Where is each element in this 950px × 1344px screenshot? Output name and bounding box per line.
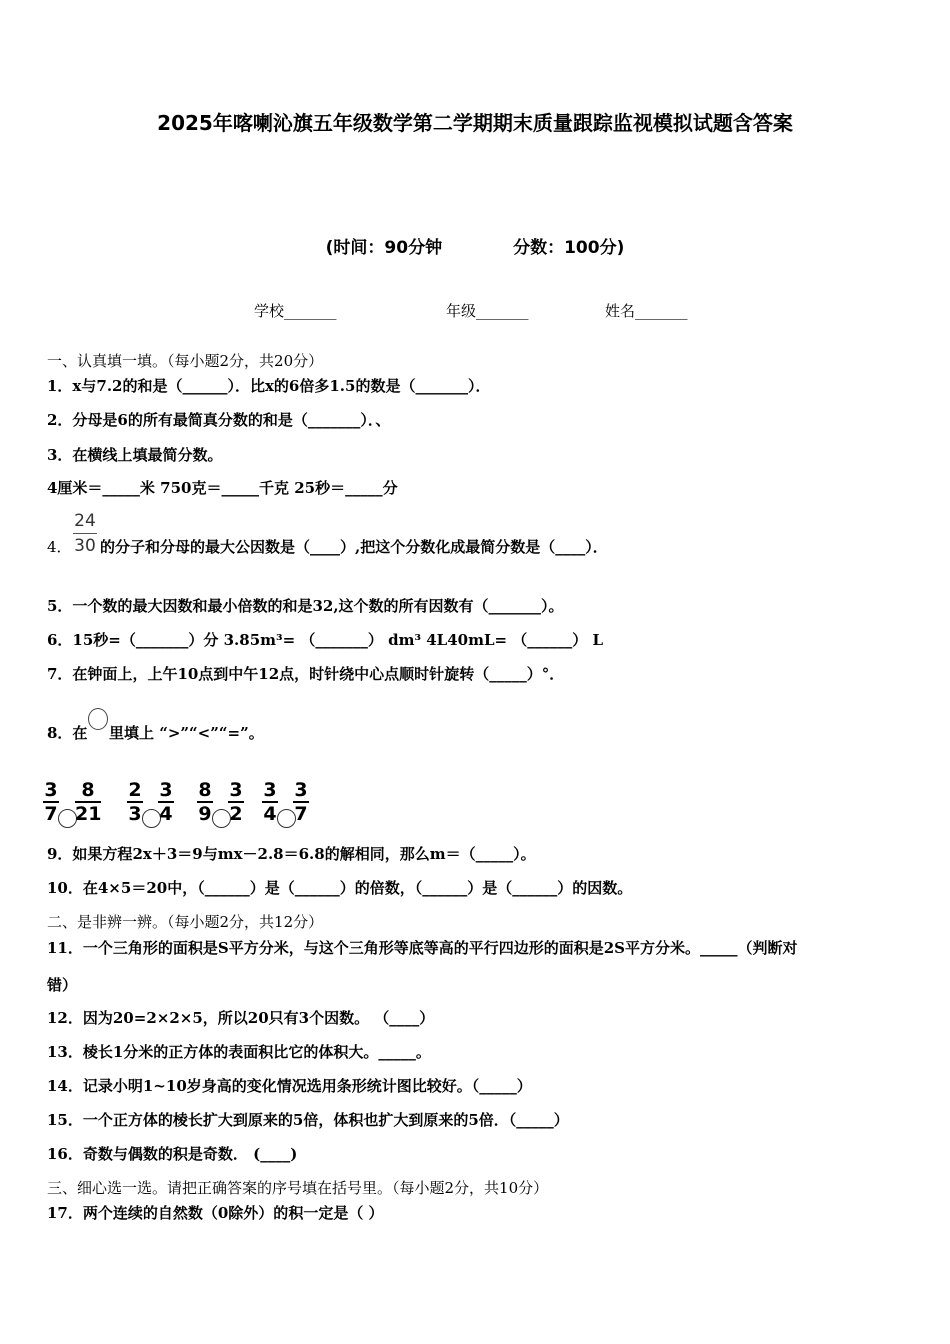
question-7: 7．在钟面上，上午10点到中午12点，时针绕中心点顺时针旋转（_____）°． [47,665,565,683]
question-4: 的分子和分母的最大公因数是（____）,把这个分数化成最简分数是（____）． [100,538,608,556]
question-3: 3．在横线上填最简分数。 [47,446,223,464]
fraction-3-7: 3 7 [44,779,58,825]
grade-field: 年级_______ [446,302,529,320]
question-2: 2．分母是6的所有最简真分数的和是（_______）．、 [47,411,391,429]
question-17: 17．两个连续的自然数（0除外）的积一定是（ ） [47,1204,384,1222]
time-score-line: (时间：90分钟 分数：100分) [325,238,625,258]
question-4-number: 4． [47,538,72,556]
question-15: 15．一个正方体的棱长扩大到原来的5倍，体积也扩大到原来的5倍．（_____） [47,1111,569,1129]
question-1: 1．x与7.2的和是（______）．比x的6倍多1.5的数是（_______）． [47,377,491,395]
fraction-denominator: 30 [74,536,96,556]
question-10: 10．在4×5＝20中，（______）是（______）的倍数，（______）是（______）的因数。 [47,879,633,897]
fraction-2-3: 2 3 [128,779,142,825]
question-3-blanks: 4厘米＝_____米 750克＝_____千克 25秒＝_____分 [47,479,398,497]
fraction-24-30 [73,511,97,556]
question-12: 12．因为20=2×2×5，所以20只有3个因数。 （____） [47,1009,435,1027]
school-field: 学校_______ [254,302,337,320]
fraction-8-9: 8 9 [198,779,212,825]
question-8: 里填上 “>”“<”“=”。 [109,724,264,742]
document-title: 2025年喀喇沁旗五年级数学第二学期期末质量跟踪监视模拟试题含答案 [157,111,793,135]
fraction-3-7b: 3 7 [294,779,308,825]
question-9: 9．如果方程2x＋3＝9与mx－2.8＝6.8的解相同，那么m＝（_____）。 [47,845,536,863]
question-5: 5．一个数的最大因数和最小倍数的和是32,这个数的所有因数有（_______）。 [47,597,564,615]
fraction-3-4b: 3 4 [263,779,277,825]
section-3-heading: 三、细心选一选。请把正确答案的序号填在括号里。（每小题2分，共10分） [47,1179,549,1197]
question-11: 11．一个三角形的面积是S平方分米，与这个三角形等底等高的平行四边形的面积是2S平方分米。_____（判断对 [47,939,798,957]
name-field: 姓名_______ [605,302,688,320]
question-14: 14．记录小明1~10岁身高的变化情况选用条形统计图比较好。（_____） [47,1077,532,1095]
fraction-numerator: 24 [74,511,96,531]
question-6: 6．15秒=（_______）分 3.85m³= （_______） dm³ 4L40mL= （______） L [47,631,604,649]
question-13: 13．棱长1分米的正方体的表面积比它的体积大。_____。 [47,1043,431,1061]
question-16: 16．奇数与偶数的积是奇数． (____) [47,1145,298,1163]
fraction-3-2: 3 2 [229,779,243,825]
fraction-3-4: 3 4 [159,779,173,825]
fraction-8-21: 8 21 [75,779,102,825]
section-1-heading: 一、认真填一填。（每小题2分，共20分） [47,352,324,370]
fraction-bar [73,533,97,534]
section-2-heading: 二、是非辨一辨。（每小题2分，共12分） [47,913,324,931]
question-8-prefix: 8．在 [47,724,88,742]
compare-circle-icon [88,708,108,730]
question-11-cont: 错） [47,976,78,994]
